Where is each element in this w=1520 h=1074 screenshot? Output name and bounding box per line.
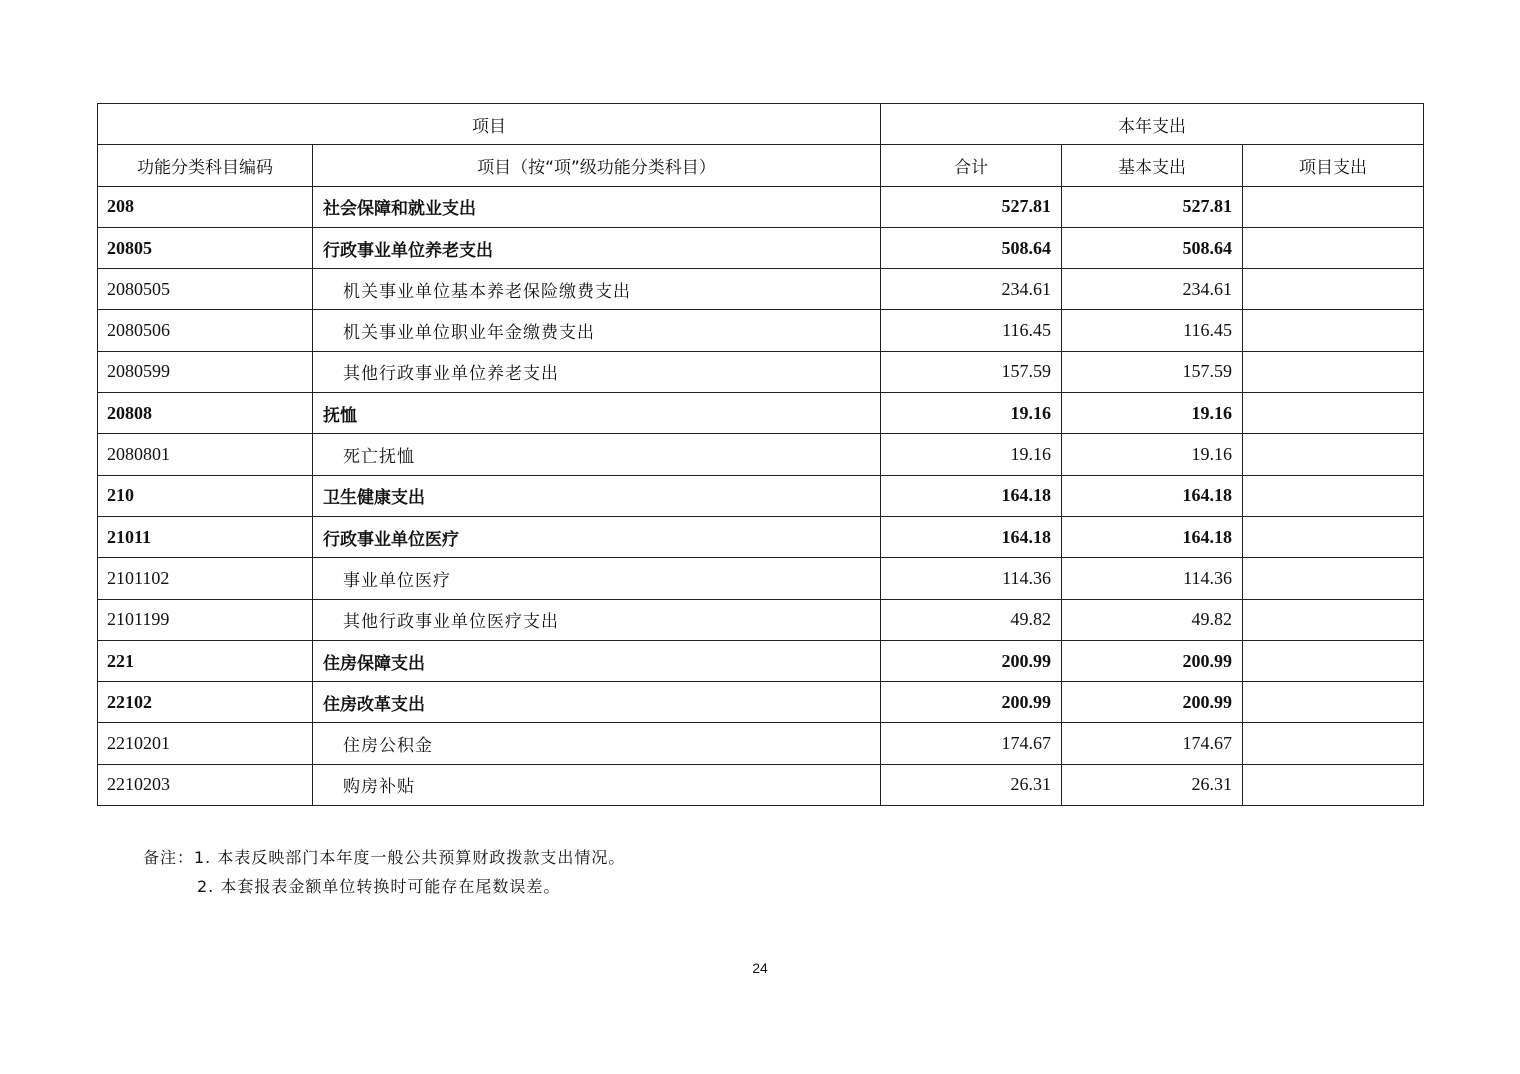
code-cell: 2210201 xyxy=(98,723,313,764)
name-cell: 住房改革支出 xyxy=(313,682,881,723)
table-row xyxy=(98,393,1424,434)
header-total: 合计 xyxy=(881,145,1062,186)
code-cell: 20808 xyxy=(98,393,313,434)
basic-cell: 527.81 xyxy=(1062,186,1243,227)
name-cell: 其他行政事业单位养老支出 xyxy=(313,351,881,392)
header-row-sub xyxy=(98,145,1424,186)
table-row xyxy=(98,310,1424,351)
name-cell: 行政事业单位医疗 xyxy=(313,516,881,557)
total-cell: 26.31 xyxy=(881,764,1062,805)
table-row xyxy=(98,723,1424,764)
name-cell: 抚恤 xyxy=(313,393,881,434)
basic-cell: 26.31 xyxy=(1062,764,1243,805)
total-cell: 49.82 xyxy=(881,599,1062,640)
total-cell: 200.99 xyxy=(881,682,1062,723)
header-basic: 基本支出 xyxy=(1062,145,1243,186)
basic-cell: 200.99 xyxy=(1062,682,1243,723)
basic-cell: 174.67 xyxy=(1062,723,1243,764)
table-row xyxy=(98,227,1424,268)
total-cell: 200.99 xyxy=(881,640,1062,681)
total-cell: 157.59 xyxy=(881,351,1062,392)
project-cell xyxy=(1243,434,1424,475)
name-cell: 购房补贴 xyxy=(313,764,881,805)
table-row xyxy=(98,475,1424,516)
total-cell: 19.16 xyxy=(881,434,1062,475)
total-cell: 174.67 xyxy=(881,723,1062,764)
basic-cell: 116.45 xyxy=(1062,310,1243,351)
name-cell: 其他行政事业单位医疗支出 xyxy=(313,599,881,640)
code-cell: 210 xyxy=(98,475,313,516)
note-1: 备注：1. 本表反映部门本年度一般公共预算财政拨款支出情况。 xyxy=(143,848,626,867)
table-row xyxy=(98,558,1424,599)
code-cell: 2080506 xyxy=(98,310,313,351)
project-cell xyxy=(1243,475,1424,516)
basic-cell: 164.18 xyxy=(1062,475,1243,516)
code-cell: 2080801 xyxy=(98,434,313,475)
basic-cell: 157.59 xyxy=(1062,351,1243,392)
project-cell xyxy=(1243,682,1424,723)
name-cell: 事业单位医疗 xyxy=(313,558,881,599)
budget-table xyxy=(97,103,1424,806)
project-cell xyxy=(1243,764,1424,805)
name-cell: 死亡抚恤 xyxy=(313,434,881,475)
table-row xyxy=(98,516,1424,557)
project-cell xyxy=(1243,186,1424,227)
table-row xyxy=(98,599,1424,640)
basic-cell: 200.99 xyxy=(1062,640,1243,681)
code-cell: 2210203 xyxy=(98,764,313,805)
total-cell: 164.18 xyxy=(881,516,1062,557)
basic-cell: 114.36 xyxy=(1062,558,1243,599)
code-cell: 221 xyxy=(98,640,313,681)
project-cell xyxy=(1243,516,1424,557)
project-cell xyxy=(1243,351,1424,392)
header-current-year-expenditure: 本年支出 xyxy=(881,104,1424,145)
table-row xyxy=(98,640,1424,681)
name-cell: 卫生健康支出 xyxy=(313,475,881,516)
table-row xyxy=(98,764,1424,805)
basic-cell: 19.16 xyxy=(1062,393,1243,434)
basic-cell: 19.16 xyxy=(1062,434,1243,475)
basic-cell: 508.64 xyxy=(1062,227,1243,268)
name-cell: 机关事业单位基本养老保险缴费支出 xyxy=(313,269,881,310)
total-cell: 527.81 xyxy=(881,186,1062,227)
project-cell xyxy=(1243,269,1424,310)
note-2: 2. 本套报表金额单位转换时可能存在尾数误差。 xyxy=(197,877,561,896)
total-cell: 116.45 xyxy=(881,310,1062,351)
project-cell xyxy=(1243,310,1424,351)
code-cell: 2101199 xyxy=(98,599,313,640)
name-cell: 行政事业单位养老支出 xyxy=(313,227,881,268)
project-cell xyxy=(1243,599,1424,640)
total-cell: 508.64 xyxy=(881,227,1062,268)
project-cell xyxy=(1243,393,1424,434)
code-cell: 21011 xyxy=(98,516,313,557)
page-number: 24 xyxy=(752,960,768,976)
name-cell: 机关事业单位职业年金缴费支出 xyxy=(313,310,881,351)
table-body xyxy=(98,186,1424,805)
table-row xyxy=(98,351,1424,392)
basic-cell: 164.18 xyxy=(1062,516,1243,557)
basic-cell: 234.61 xyxy=(1062,269,1243,310)
table-row xyxy=(98,186,1424,227)
basic-cell: 49.82 xyxy=(1062,599,1243,640)
project-cell xyxy=(1243,640,1424,681)
code-cell: 20805 xyxy=(98,227,313,268)
table-row xyxy=(98,434,1424,475)
code-cell: 2101102 xyxy=(98,558,313,599)
header-code: 功能分类科目编码 xyxy=(98,145,313,186)
name-cell: 社会保障和就业支出 xyxy=(313,186,881,227)
project-cell xyxy=(1243,723,1424,764)
header-row-top xyxy=(98,104,1424,145)
code-cell: 2080599 xyxy=(98,351,313,392)
name-cell: 住房公积金 xyxy=(313,723,881,764)
header-project: 项目支出 xyxy=(1243,145,1424,186)
code-cell: 22102 xyxy=(98,682,313,723)
table-row xyxy=(98,682,1424,723)
code-cell: 2080505 xyxy=(98,269,313,310)
total-cell: 19.16 xyxy=(881,393,1062,434)
total-cell: 164.18 xyxy=(881,475,1062,516)
name-cell: 住房保障支出 xyxy=(313,640,881,681)
header-item: 项目 xyxy=(98,104,881,145)
code-cell: 208 xyxy=(98,186,313,227)
total-cell: 234.61 xyxy=(881,269,1062,310)
total-cell: 114.36 xyxy=(881,558,1062,599)
project-cell xyxy=(1243,558,1424,599)
project-cell xyxy=(1243,227,1424,268)
header-name: 项目（按“项”级功能分类科目） xyxy=(313,145,881,186)
table-row xyxy=(98,269,1424,310)
